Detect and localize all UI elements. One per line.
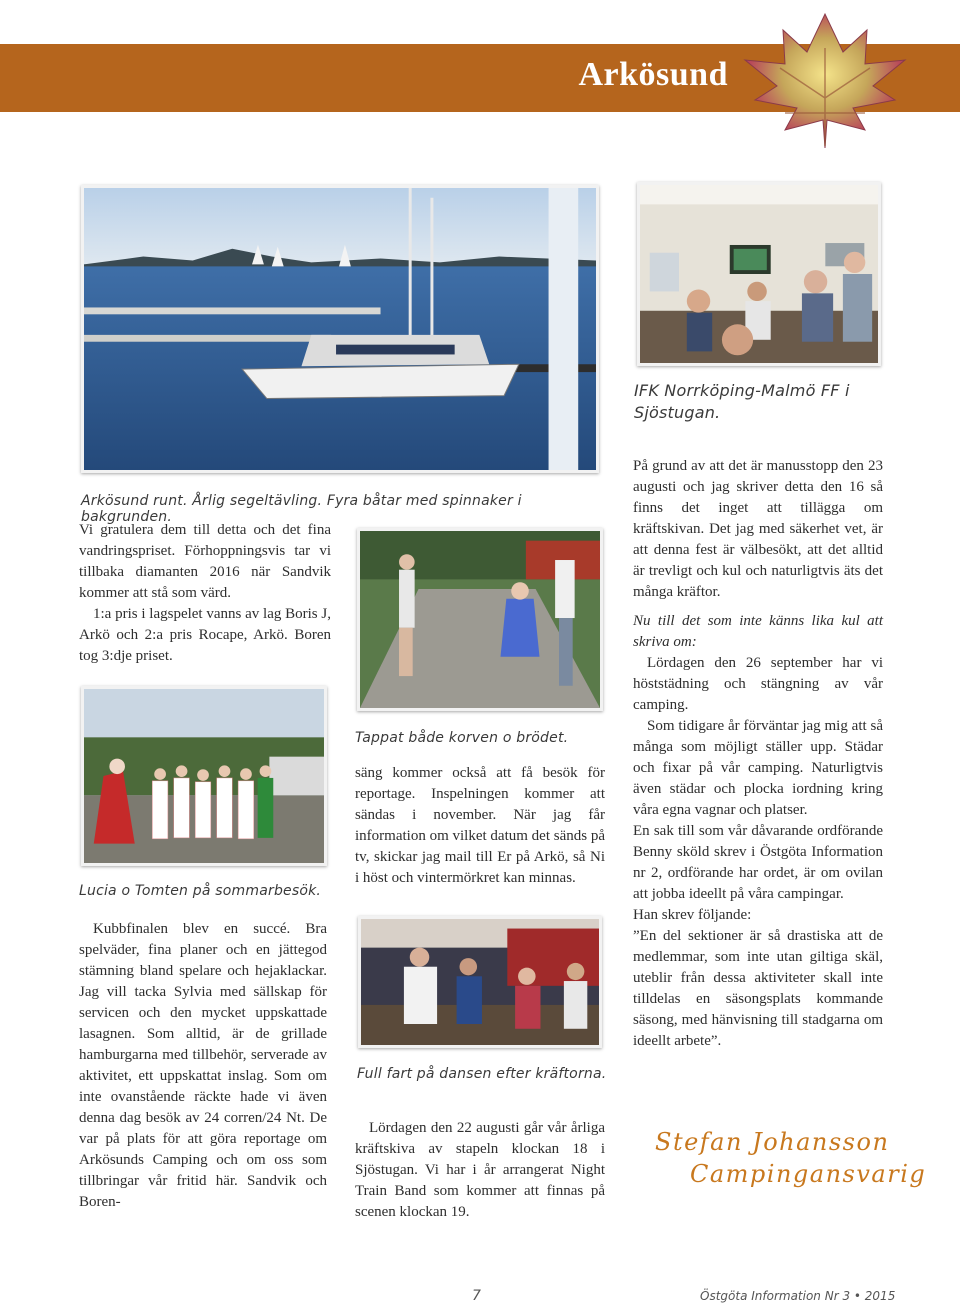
caption-sjostugan: IFK Norrköping-Malmö FF i Sjöstugan.	[634, 381, 850, 422]
col1-para2: 1:a pris i lagspelet vanns av lag Boris J, Arkö och 2:a pris Rocape, Arkö. Boren tog 3:dje priset.	[79, 606, 331, 664]
col2-top-text	[355, 763, 605, 889]
col3-para4: En sak till som vår dåvarande ordförande Benny sköld skrev i Östgöta Information nr 2, ordförande har ordet, är om ovilan att jobba ideellt på våra campingar.	[633, 823, 883, 902]
signature-name: Stefan Johansson	[655, 1128, 890, 1156]
col3-para2: Lördagen den 26 september har vi höststädning och stängning av vår camping.	[633, 655, 883, 713]
col3-para1: På grund av att det är manusstopp den 23 augusti och jag skriver detta den 16 så finns det inget att tillägga om kräftskivan. Det jag med säkerhet vet, är att denna fest är välbesökt, att det alltid är trevligt och kul och naturligtvis äts det många kräftor.	[633, 458, 883, 600]
lucia-tomten-photo	[81, 686, 327, 866]
caption-korven: Tappat både korven o brödet.	[355, 730, 569, 746]
col3-para5: Han skrev följande:	[633, 907, 752, 923]
col3-text	[633, 456, 883, 1052]
caption-dansen: Full fart på dansen efter kräftorna.	[357, 1066, 607, 1082]
col2-bottom-text	[355, 1118, 605, 1223]
col1-bottom-text	[79, 919, 327, 1213]
page-title: Arkösund	[578, 56, 728, 93]
sjostugan-tv-room-photo	[637, 182, 881, 366]
col1-para3: Kubbfinalen blev en succé. Bra spelväder, fina planer och en jättegod stämning bland spelare och hejaklackar. Jag vill tacka Sylvia med sällskap för servicen och den mycket uppskattade lasagnen. Som alltid, är de grillade hamburgarna med tillbehör, serverade av aktivitet, ett uppskattat inslag. Som om inte ovanstående räckte hade vi även denna dag besök av 24 corren/24 Nt. De var på plats för att göra reportage om Arkösunds Camping och om oss som tillbringar vår fritid här. Sandvik och Boren-	[79, 921, 327, 1210]
caption-lucia: Lucia o Tomten på sommarbesök.	[79, 883, 322, 899]
col3-para3: Som tidigare år förväntar jag mig att så många som möjligt ställer upp. Städar och fixar på vår camping. Naturligtvis även städar och plocka iordning kring våra egna vagnar och platser.	[633, 718, 883, 818]
col2-para2: Lördagen den 22 augusti går vår årliga kräftskiva av stapeln klockan 18 i Sjöstugan. Vi har i år arrangerat Night Train Band som kommer att finnas på scenen klockan 19.	[355, 1120, 605, 1220]
caption-boat: Arkösund runt. Årlig segeltävling. Fyra båtar med spinnaker i bakgrunden.	[81, 493, 522, 525]
publication-footer: Östgöta Information Nr 3 • 2015	[700, 1289, 896, 1303]
col1-top-text	[79, 520, 331, 667]
maple-leaf-icon	[725, 8, 925, 158]
dance-party-photo	[358, 916, 602, 1048]
col3-italic-heading: Nu till det som inte känns lika kul att skriva om:	[633, 613, 883, 650]
page-number: 7	[472, 1288, 481, 1304]
col3-para6: ”En del sektioner är så drastiska att de medlemmar, som inte utan giltiga skäl, uteblir från dessa aktiviteter skall inte tilldelas en säsongsplats kommande säsong, med hänvisning till stadgarna om ideellt arbete”.	[633, 928, 883, 1049]
signature-role: Campingansvarig	[690, 1160, 927, 1188]
sailboat-harbor-photo	[81, 185, 599, 473]
col2-para1: säng kommer också att få besök för reportage. Inspelningen kommer att sändas i november. När jag får information om vilket datum det sänds på tv, skickar jag mail till Er på Arkö, så Ni i höst och vintermörkret kan minnas.	[355, 765, 605, 886]
col1-para1: Vi gratulera dem till detta och det fina vandringspriset. Förhoppningsvis tar vi tillbaka diamanten 2016 när Sandvik kommer att stå som värd.	[79, 522, 331, 601]
children-road-photo	[357, 528, 603, 711]
